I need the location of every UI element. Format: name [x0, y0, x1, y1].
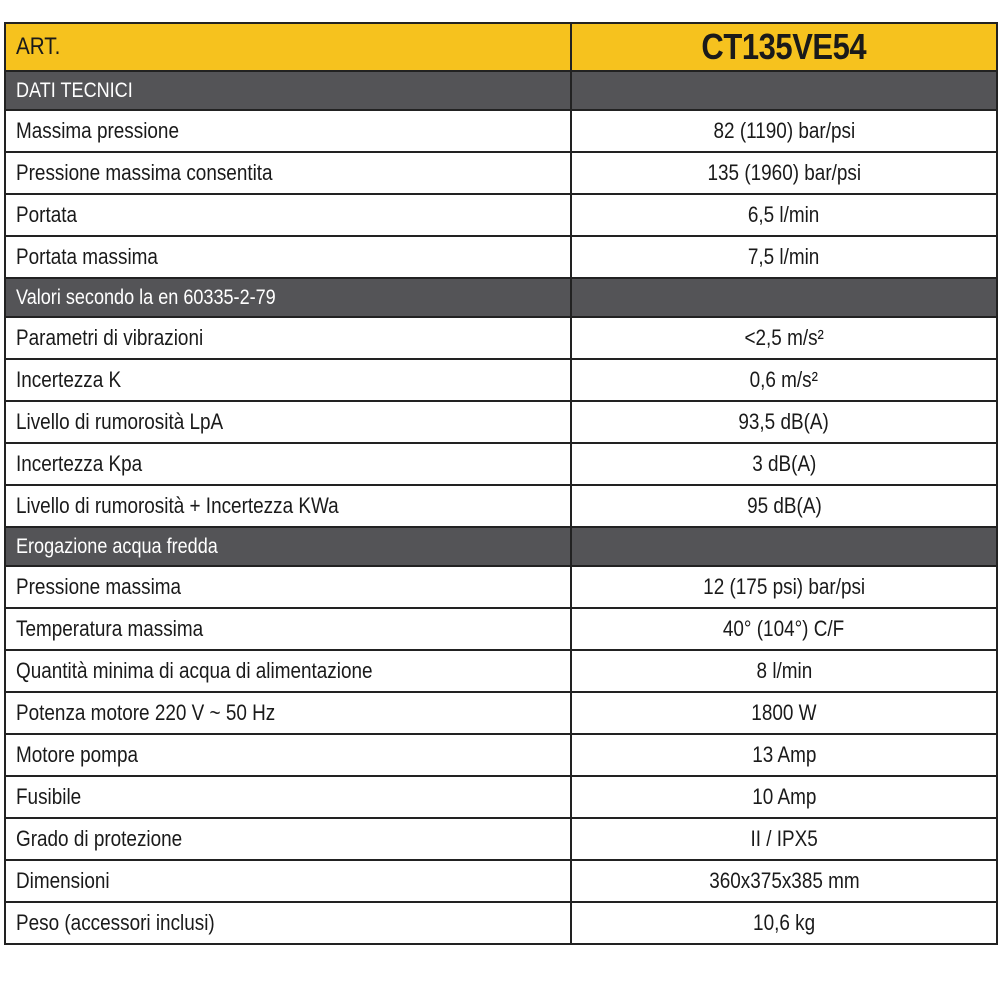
header-label-cell — [5, 23, 571, 71]
spec-row — [5, 566, 997, 608]
section-title: DATI TECNICI — [16, 78, 133, 102]
spec-value-cell — [571, 734, 997, 776]
spec-label-cell — [5, 152, 571, 194]
spec-label: Parametri di vibrazioni — [16, 325, 204, 350]
spec-value: 95 dB(A) — [746, 493, 822, 518]
spec-label-cell — [5, 317, 571, 359]
spec-label: Temperatura massima — [16, 616, 204, 641]
spec-label-cell — [5, 401, 571, 443]
spec-label: Portata massima — [16, 244, 158, 269]
spec-row — [5, 236, 997, 278]
spec-value-cell — [571, 818, 997, 860]
header-label: ART. — [16, 33, 61, 60]
spec-value: 6,5 l/min — [748, 202, 820, 227]
spec-label: Peso (accessori inclusi) — [16, 910, 215, 935]
spec-label-cell — [5, 650, 571, 692]
spec-label-cell — [5, 566, 571, 608]
spec-value: 82 (1190) bar/psi — [713, 118, 855, 143]
model-code: CT135VE54 — [701, 26, 867, 67]
spec-value-cell — [571, 443, 997, 485]
spec-label: Dimensioni — [16, 868, 110, 893]
spec-label-cell — [5, 692, 571, 734]
spec-label: Potenza motore 220 V ~ 50 Hz — [16, 700, 276, 725]
spec-row — [5, 776, 997, 818]
spec-row — [5, 194, 997, 236]
spec-value: 93,5 dB(A) — [738, 409, 830, 434]
spec-value: 360x375x385 mm — [708, 868, 860, 893]
section-header — [5, 71, 997, 110]
spec-value-cell — [571, 608, 997, 650]
spec-row — [5, 608, 997, 650]
spec-value: 10 Amp — [751, 784, 817, 809]
section-title-cell — [5, 527, 571, 566]
spec-label-cell — [5, 110, 571, 152]
section-title-cell — [5, 71, 571, 110]
section-header — [5, 527, 997, 566]
spec-value-cell — [571, 485, 997, 527]
spec-value-cell — [571, 194, 997, 236]
spec-value-cell — [571, 860, 997, 902]
spec-value: <2,5 m/s² — [744, 325, 824, 350]
spec-label-cell — [5, 776, 571, 818]
spec-value-cell — [571, 902, 997, 944]
spec-label: Quantità minima di acqua di alimentazione — [16, 658, 373, 683]
spec-row — [5, 110, 997, 152]
section-empty-cell — [571, 71, 997, 110]
spec-label: Pressione massima — [16, 574, 182, 599]
spec-row — [5, 317, 997, 359]
spec-value: 10,6 kg — [752, 910, 816, 935]
model-cell — [571, 23, 997, 71]
spec-label: Livello di rumorosità LpA — [16, 409, 224, 434]
spec-value: 7,5 l/min — [748, 244, 820, 269]
spec-row — [5, 401, 997, 443]
spec-label-cell — [5, 608, 571, 650]
spec-value-cell — [571, 650, 997, 692]
spec-value: 135 (1960) bar/psi — [707, 160, 861, 185]
spec-label: Livello di rumorosità + Incertezza KWa — [16, 493, 339, 518]
spec-sheet — [4, 22, 996, 945]
spec-label: Portata — [16, 202, 78, 227]
spec-label: Incertezza Kpa — [16, 451, 143, 476]
spec-label-cell — [5, 236, 571, 278]
spec-label: Motore pompa — [16, 742, 138, 767]
spec-row — [5, 818, 997, 860]
spec-label-cell — [5, 860, 571, 902]
spec-value-cell — [571, 110, 997, 152]
spec-label-cell — [5, 818, 571, 860]
spec-value-cell — [571, 401, 997, 443]
spec-value-cell — [571, 359, 997, 401]
section-header — [5, 278, 997, 317]
section-empty-cell — [571, 527, 997, 566]
spec-label-cell — [5, 734, 571, 776]
spec-label-cell — [5, 359, 571, 401]
spec-label: Incertezza K — [16, 367, 122, 392]
section-title: Erogazione acqua fredda — [16, 534, 218, 558]
spec-table-body — [5, 23, 997, 944]
spec-value: 3 dB(A) — [751, 451, 817, 476]
spec-row — [5, 443, 997, 485]
spec-value-cell — [571, 317, 997, 359]
spec-label: Grado di protezione — [16, 826, 183, 851]
section-title-cell — [5, 278, 571, 317]
spec-label-cell — [5, 485, 571, 527]
spec-value-cell — [571, 692, 997, 734]
spec-label-cell — [5, 902, 571, 944]
spec-value-cell — [571, 566, 997, 608]
spec-label: Fusibile — [16, 784, 82, 809]
spec-value: 40° (104°) C/F — [723, 616, 845, 641]
spec-value-cell — [571, 776, 997, 818]
spec-table — [4, 22, 998, 945]
section-empty-cell — [571, 278, 997, 317]
spec-row — [5, 152, 997, 194]
spec-value: 8 l/min — [756, 658, 812, 683]
spec-row — [5, 692, 997, 734]
spec-value: 12 (175 psi) bar/psi — [703, 574, 865, 599]
spec-row — [5, 359, 997, 401]
spec-value: 13 Amp — [751, 742, 817, 767]
spec-label-cell — [5, 194, 571, 236]
spec-row — [5, 860, 997, 902]
spec-label: Pressione massima consentita — [16, 160, 273, 185]
spec-row — [5, 902, 997, 944]
spec-value-cell — [571, 236, 997, 278]
spec-row — [5, 650, 997, 692]
spec-label-cell — [5, 443, 571, 485]
section-title: Valori secondo la en 60335-2-79 — [16, 285, 276, 309]
header-row — [5, 23, 997, 71]
spec-row — [5, 485, 997, 527]
spec-row — [5, 734, 997, 776]
spec-value: II / IPX5 — [750, 826, 818, 851]
spec-value: 0,6 m/s² — [749, 367, 819, 392]
spec-value-cell — [571, 152, 997, 194]
spec-label: Massima pressione — [16, 118, 179, 143]
spec-value: 1800 W — [751, 700, 817, 725]
